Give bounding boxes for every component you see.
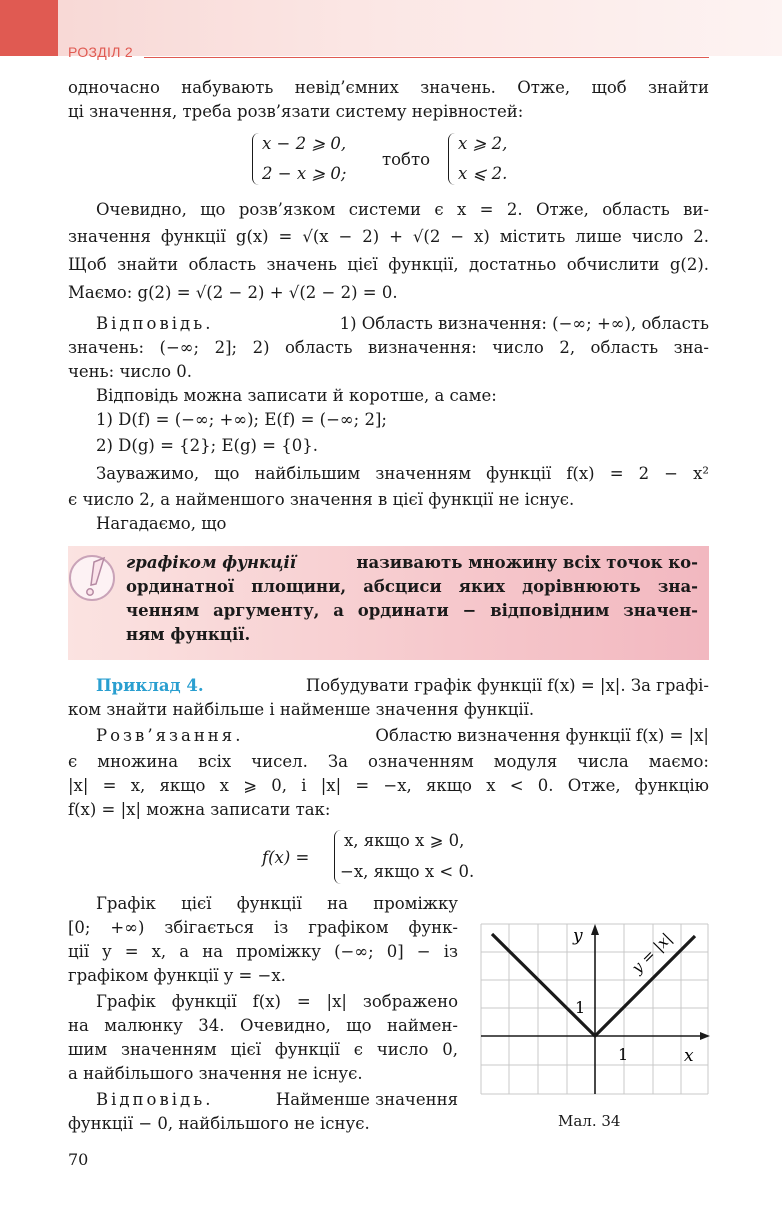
answer-label: Відповідь. [96,1090,214,1109]
y-axis-arrow [591,924,599,935]
left-brace [448,133,455,185]
list-item: 1) D(f) = (−∞; +∞); E(f) = (−∞; 2]; [96,410,387,429]
system-row: x ⩽ 2. [458,164,508,183]
paragraph-line: на малюнку 34. Очевидно, що наймен- [68,1016,458,1035]
answer-line [96,1088,458,1112]
answer-line: значень: (−∞; 2]; 2) область визначення: число 2, область зна- [68,338,709,357]
answer-line [96,312,709,336]
answer-text: 1) Область визначення: (−∞; +∞), область [339,314,709,333]
left-brace [252,133,259,185]
section-title: РОЗДІЛ 2 [68,44,134,60]
piecewise-row: x, якщо x ⩾ 0, [344,831,465,850]
paragraph-line: шим значенням цієї функції є число 0, [68,1040,458,1059]
curve-label: y = |x| [628,929,676,977]
paragraph-line: [0; +∞) збігається із графіком функ- [68,918,458,937]
example-line: ком знайти найбільше і найменше значення функції. [68,700,535,719]
paragraph-line: Очевидно, що розв’язком системи є x = 2. Отже, область ви- [96,200,709,219]
answer-text: Найменше значення [275,1090,458,1109]
definition-line: ням функції. [126,625,251,644]
figure-caption: Мал. 34 [558,1112,621,1130]
paragraph-line: Графік цієї функції на проміжку [96,894,458,913]
answer-line: функції − 0, найбільшого не існує. [68,1114,370,1133]
solution-line: f(x) = |x| можна записати так: [68,800,331,819]
paragraph-line: Нагадаємо, що [96,514,227,533]
paragraph-line: а найбільшого значення не існує. [68,1064,363,1083]
paragraph-line: є число 2, а найменшого значення в цієї функції не існує. [68,490,575,509]
page-number: 70 [68,1150,89,1169]
definition-line: ординатної площини, абсциси яких дорівнюють зна- [126,577,698,596]
y-axis-label: y [573,926,583,946]
definition-rest: називають множину всіх точок ко- [356,553,698,572]
y-unit-label: 1 [575,998,586,1017]
example-label: Приклад 4. [96,676,204,695]
solution-line: є множина всіх чисел. За означенням модуля числа маємо: [68,752,709,771]
system-connector: тобто [382,150,431,169]
paragraph-line: Відповідь можна записати й коротше, а саме: [96,386,497,405]
example-text: Побудувати графік функції f(x) = |x|. За графі- [305,676,709,695]
paragraph-line: ці значення, треба розв’язати систему нерівностей: [68,102,524,121]
example-line [96,674,709,698]
x-unit-label: 1 [618,1045,629,1064]
paragraph-line: графіком функції y = −x. [68,966,286,985]
graph-figure [478,922,710,1096]
paragraph-line: значення функції g(x) = √(x − 2) + √(2 − x) містить лише число 2. [68,227,709,246]
exclamation-icon [64,548,124,610]
piecewise-lhs: f(x) = [262,848,310,867]
paragraph-line: Зауважимо, що найбільшим значенням функції f(x) = 2 − x² [96,464,709,483]
solution-line [96,724,709,748]
answer-label: Відповідь. [96,314,214,333]
system-row: 2 − x ⩾ 0; [262,164,347,183]
definition-text [126,551,698,647]
solution-text: Областю визначення функції f(x) = |x| [375,726,709,745]
piecewise-row: −x, якщо x < 0. [340,862,475,881]
definition-term: графіком функції [126,553,296,572]
section-divider [144,57,709,58]
list-item: 2) D(g) = {2}; E(g) = {0}. [96,436,318,455]
answer-line: чень: число 0. [68,362,193,381]
x-axis-label: x [684,1046,694,1066]
system-row: x − 2 ⩾ 0, [262,134,347,153]
paragraph-line: Графік функції f(x) = |x| зображено [96,992,458,1011]
solution-line: |x| = x, якщо x ⩾ 0, і |x| = −x, якщо x < 0. Отже, функцію [68,776,709,795]
system-row: x ⩾ 2, [458,134,508,153]
paragraph-line: Щоб знайти область значень цієї функції, достатньо обчислити g(2). [68,255,709,274]
paragraph-line: одночасно набувають невід’ємних значень. Отже, щоб знайти [68,78,709,97]
solution-label: Розв’язання. [96,726,244,745]
definition-line [126,551,698,575]
header-red-square [0,0,58,56]
paragraph-line: Маємо: g(2) = √(2 − 2) + √(2 − 2) = 0. [68,283,398,302]
definition-line: ченням аргументу, а ординати − відповідним значен- [126,601,698,620]
paragraph-line: ції y = x, а на проміжку (−∞; 0] − із [68,942,458,961]
